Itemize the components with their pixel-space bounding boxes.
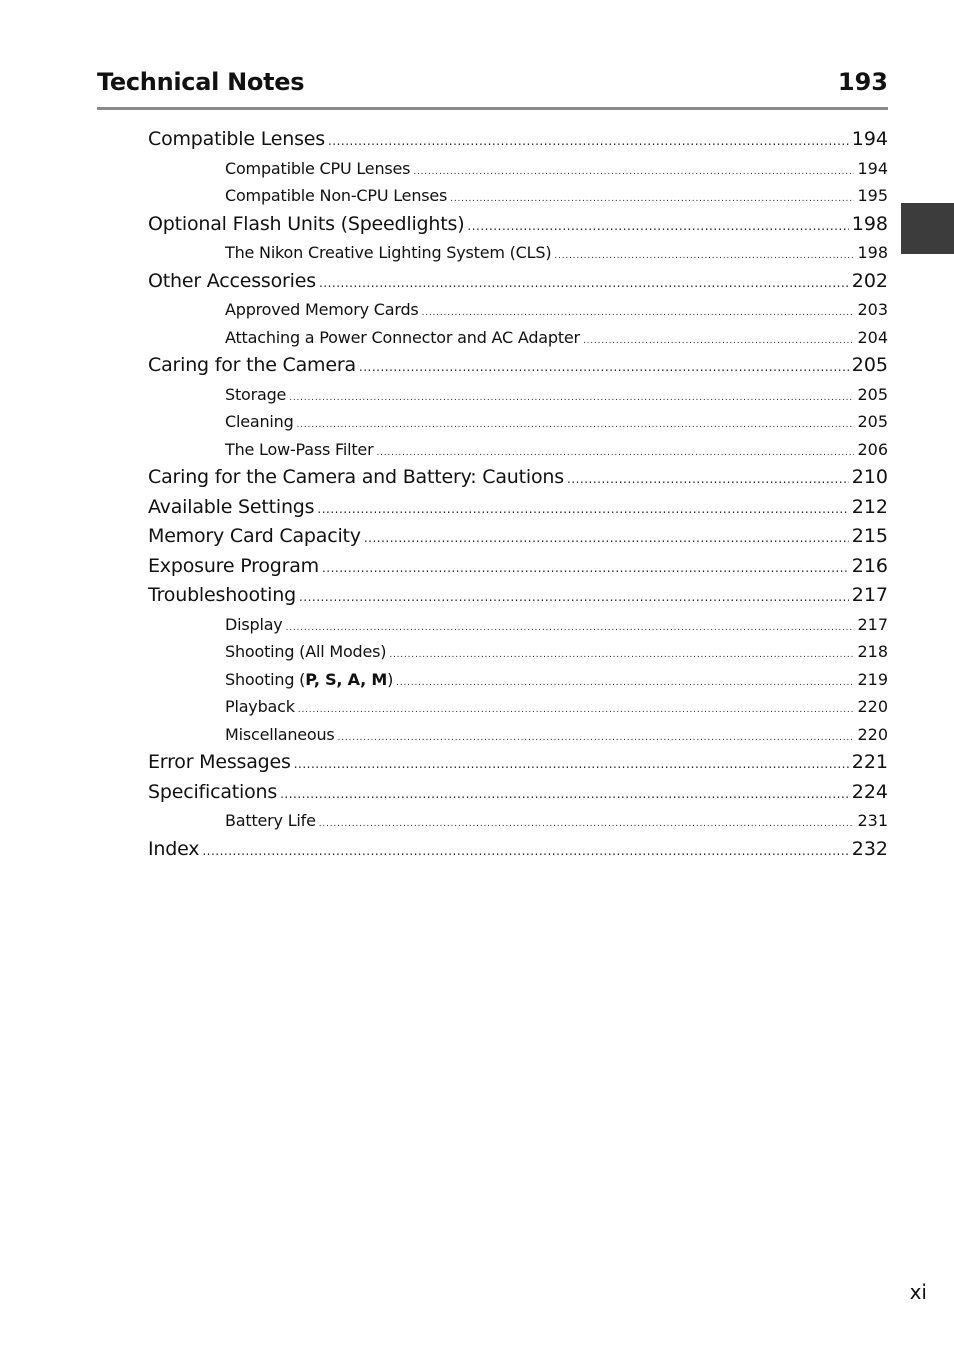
- toc-subentry[interactable]: [148, 611, 888, 639]
- toc-subentry-page: 220: [857, 724, 888, 744]
- toc-subentry-label: The Low-Pass Filter: [225, 439, 374, 459]
- toc-dot-leader: [299, 583, 849, 613]
- toc-dot-leader: [317, 495, 848, 525]
- toc-dot-leader: [389, 642, 854, 670]
- section-page-number: 193: [837, 68, 888, 96]
- toc-subentry-page: 220: [857, 697, 888, 716]
- toc-entry-label: Troubleshooting: [148, 584, 296, 606]
- table-of-contents: [148, 125, 888, 864]
- toc-entry[interactable]: [148, 493, 888, 523]
- toc-subentry-label: Compatible Non-CPU Lenses: [225, 186, 448, 205]
- toc-entry[interactable]: [148, 463, 888, 493]
- toc-dot-leader: [338, 725, 855, 753]
- toc-entry[interactable]: [148, 351, 888, 381]
- toc-dot-leader: [202, 837, 848, 867]
- toc-entry-label: Caring for the Camera: [148, 354, 356, 376]
- toc-entry-page: 205: [851, 354, 888, 376]
- toc-entry[interactable]: [148, 835, 888, 865]
- toc-dot-leader: [319, 269, 849, 299]
- toc-entry-label: Index: [148, 837, 200, 860]
- toc-entry-page: 202: [851, 269, 888, 292]
- toc-dot-leader: [554, 243, 854, 271]
- toc-entry[interactable]: [148, 748, 888, 778]
- toc-entry-page: 210: [851, 466, 888, 488]
- toc-subentry-page: 195: [857, 186, 888, 205]
- toc-entry[interactable]: [148, 552, 888, 582]
- toc-entry-label: Caring for the Camera and Battery: Cautions: [148, 466, 564, 488]
- toc-entry-label: Specifications: [148, 780, 278, 803]
- toc-dot-leader: [294, 750, 849, 780]
- toc-subentry-page: 203: [857, 300, 888, 319]
- toc-entry-page: 215: [851, 525, 888, 547]
- toc-subentry[interactable]: [148, 436, 888, 464]
- toc-dot-leader: [319, 811, 855, 839]
- toc-entry[interactable]: [148, 125, 888, 155]
- toc-subentry-label: Shooting (All Modes): [225, 642, 387, 661]
- toc-subentry-label: Cleaning: [225, 412, 294, 431]
- toc-dot-leader: [450, 186, 854, 214]
- toc-subentry[interactable]: [148, 638, 888, 666]
- chapter-thumb-tab: [901, 203, 954, 254]
- toc-subentry-page: 198: [857, 243, 888, 262]
- toc-entry-label: Other Accessories: [148, 269, 316, 292]
- toc-entry-label: Memory Card Capacity: [148, 525, 361, 547]
- toc-subentry-page: 206: [857, 439, 888, 459]
- toc-subentry[interactable]: [148, 693, 888, 721]
- section-title: Technical Notes: [97, 68, 305, 96]
- toc-subentry-label: The Nikon Creative Lighting System (CLS): [225, 243, 552, 262]
- toc-subentry[interactable]: [148, 807, 888, 835]
- toc-dot-leader: [289, 385, 854, 413]
- toc-subentry[interactable]: [148, 408, 888, 436]
- toc-dot-leader: [322, 554, 849, 584]
- toc-subentry-page: 204: [857, 327, 888, 347]
- page-number: xi: [909, 1280, 927, 1304]
- toc-subentry-page: 205: [857, 412, 888, 431]
- toc-entry-label: Available Settings: [148, 495, 315, 518]
- toc-subentry-label: Attaching a Power Connector and AC Adapter: [225, 327, 580, 347]
- toc-subentry-label: Approved Memory Cards: [225, 300, 419, 319]
- toc-dot-leader: [567, 465, 849, 495]
- toc-subentry[interactable]: [148, 182, 888, 210]
- toc-subentry-label: Battery Life: [225, 811, 316, 830]
- toc-subentry-page: 205: [857, 384, 888, 404]
- section-header: [97, 62, 888, 110]
- toc-subentry-label-post: ): [387, 669, 394, 689]
- toc-entry[interactable]: [148, 581, 888, 611]
- toc-entry-page: 221: [851, 751, 888, 773]
- toc-subentry-page: 217: [857, 614, 888, 634]
- toc-dot-leader: [413, 159, 854, 187]
- toc-subentry-page: 231: [857, 811, 888, 830]
- toc-dot-leader: [359, 353, 849, 383]
- toc-subentry-label: Display: [225, 614, 283, 634]
- toc-subentry[interactable]: [148, 324, 888, 352]
- toc-dot-leader: [298, 697, 855, 725]
- toc-entry[interactable]: [148, 267, 888, 297]
- toc-entry-label: Compatible Lenses: [148, 128, 325, 150]
- toc-entry-page: 216: [851, 554, 888, 577]
- toc-dot-leader: [467, 212, 848, 242]
- toc-entry-label: Exposure Program: [148, 554, 319, 577]
- toc-subentry[interactable]: [148, 155, 888, 183]
- toc-entry-page: 198: [851, 212, 888, 235]
- toc-subentry-label: Miscellaneous: [225, 724, 335, 744]
- toc-entry[interactable]: [148, 778, 888, 808]
- toc-entry-page: 217: [851, 584, 888, 606]
- toc-subentry-label: [225, 666, 393, 694]
- toc-entry[interactable]: [148, 210, 888, 240]
- toc-dot-leader: [396, 670, 854, 698]
- toc-subentry-label-modes: P, S, A, M: [305, 669, 388, 689]
- toc-entry-page: 194: [851, 128, 888, 150]
- toc-entry[interactable]: [148, 522, 888, 552]
- toc-subentry-label-pre: Shooting (: [225, 669, 306, 689]
- toc-entry-label: Optional Flash Units (Speedlights): [148, 212, 465, 235]
- toc-subentry-label: Storage: [225, 384, 287, 404]
- toc-subentry-label: Playback: [225, 697, 295, 716]
- toc-subentry[interactable]: [148, 666, 888, 694]
- toc-entry-page: 212: [851, 495, 888, 518]
- toc-dot-leader: [280, 780, 849, 810]
- toc-entry-label: Error Messages: [148, 751, 291, 773]
- toc-subentry[interactable]: [148, 721, 888, 749]
- toc-dot-leader: [297, 412, 855, 440]
- toc-dot-leader: [364, 524, 849, 554]
- toc-subentry[interactable]: [148, 381, 888, 409]
- toc-dot-leader: [583, 328, 855, 356]
- toc-subentry[interactable]: [148, 296, 888, 324]
- toc-entry-page: 224: [851, 780, 888, 803]
- toc-subentry-page: 219: [857, 669, 888, 689]
- toc-subentry-page: 194: [857, 158, 888, 178]
- toc-subentry[interactable]: [148, 239, 888, 267]
- toc-subentry-page: 218: [857, 642, 888, 661]
- toc-entry-page: 232: [851, 837, 888, 860]
- toc-dot-leader: [328, 127, 849, 157]
- toc-subentry-label: Compatible CPU Lenses: [225, 158, 411, 178]
